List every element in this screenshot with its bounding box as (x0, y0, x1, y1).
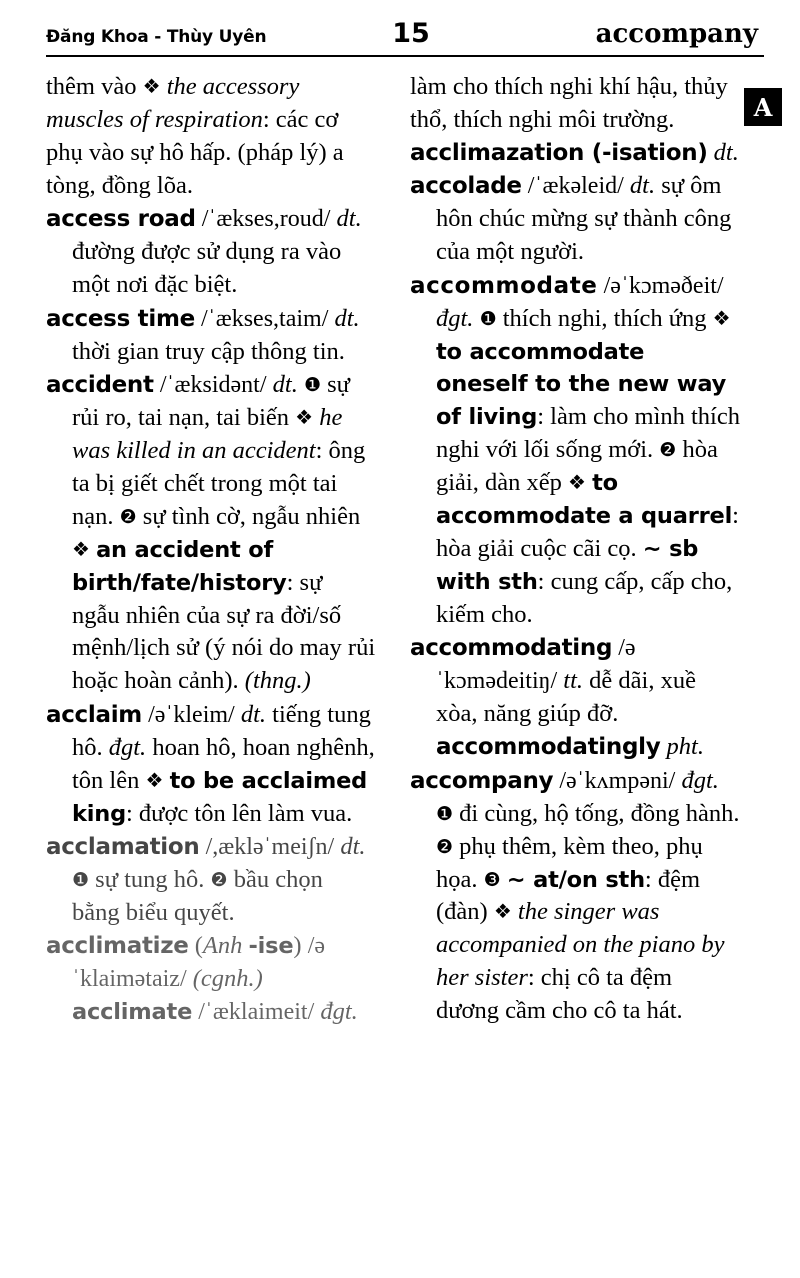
entry-accident: accident /ˈæksidənt/ dt. ❶ sự rủi ro, tai nạn, tai biến ❖ he was killed in an accident: ông ta bị giết chết trong một tai nạn. ❷ sự tình cờ, ngẫu nhiên ❖ an accident of birth/fate/history: sự ngẫu nhiên của sự ra đời/số mệnh/lịch sử (ý nói do may rủi hoặc hoàn cảnh). (thng.) (46, 370, 376, 695)
page-number: 15 (392, 18, 430, 49)
entry-continuation-acclimatize: làm cho thích nghi khí hậu, thủy thổ, thích nghi môi trường. acclimazation (-isation) dt. (410, 73, 739, 166)
entry-accolade: accolade /ˈækəleid/ dt. sự ôm hôn chúc mừng sự thành công của một người. (410, 172, 732, 266)
entry-access-road: access road /ˈækses,roud/ dt. đường được sử dụng ra vào một nơi đặc biệt. (46, 205, 362, 299)
page-header (46, 18, 764, 53)
entry-accommodating: accommodating /əˈkɔmədeitiŋ/ tt. dễ dãi, xuề xòa, năng giúp đỡ. accommodatingly pht. (410, 635, 704, 761)
entry-acclimatize: acclimatize (Anh -ise) /əˈklaimətaiz/ (cgnh.) acclimate /ˈæklaimeit/ đgt. (46, 932, 358, 1026)
entry-accommodate: accommodate /əˈkɔməðeit/ đgt. ❶ thích nghi, thích ứng ❖ to accommodate oneself to the new way of living: làm cho mình thích nghi với lối sống mới. ❷ hòa giải, dàn xếp ❖ to accommodate a quarrel: hòa giải cuộc cãi cọ. ~ sb with sth: cung cấp, cấp cho, kiếm cho. (410, 272, 740, 628)
thumb-index-tab: A (744, 88, 782, 126)
entry-acclamation: acclamation /,ækləˈmeiʃn/ dt. ❶ sự tung hô. ❷ bầu chọn bằng biểu quyết. (46, 833, 366, 926)
entry-accompany: accompany /əˈkʌmpəni/ đgt. ❶ đi cùng, hộ tống, đồng hành. ❷ phụ thêm, kèm theo, phụ họa. ❸ ~ at/on sth: đệm (đàn) ❖ the singer was accompanied on the piano by her sister: chị cô ta đệm dương cầm cho cô ta hát. (410, 766, 740, 1025)
left-column (46, 71, 376, 1030)
header-divider (46, 55, 764, 57)
entry-continuation: thêm vào ❖ the accessory muscles of respiration: các cơ phụ vào sự hô hấp. (pháp lý) a tòng, đồng lõa. (46, 73, 344, 199)
right-column (410, 71, 740, 1030)
entry-access-time: access time /ˈækses,taim/ dt. thời gian truy cập thông tin. (46, 304, 360, 365)
header-authors: Đăng Khoa - Thùy Uyên (46, 27, 267, 47)
header-running-word: accompany (595, 19, 758, 49)
entry-acclaim: acclaim /əˈkleim/ dt. tiếng tung hô. đgt. hoan hô, hoan nghênh, tôn lên ❖ to be acclaimed king: được tôn lên làm vua. (46, 700, 375, 827)
text-columns (46, 71, 764, 1030)
